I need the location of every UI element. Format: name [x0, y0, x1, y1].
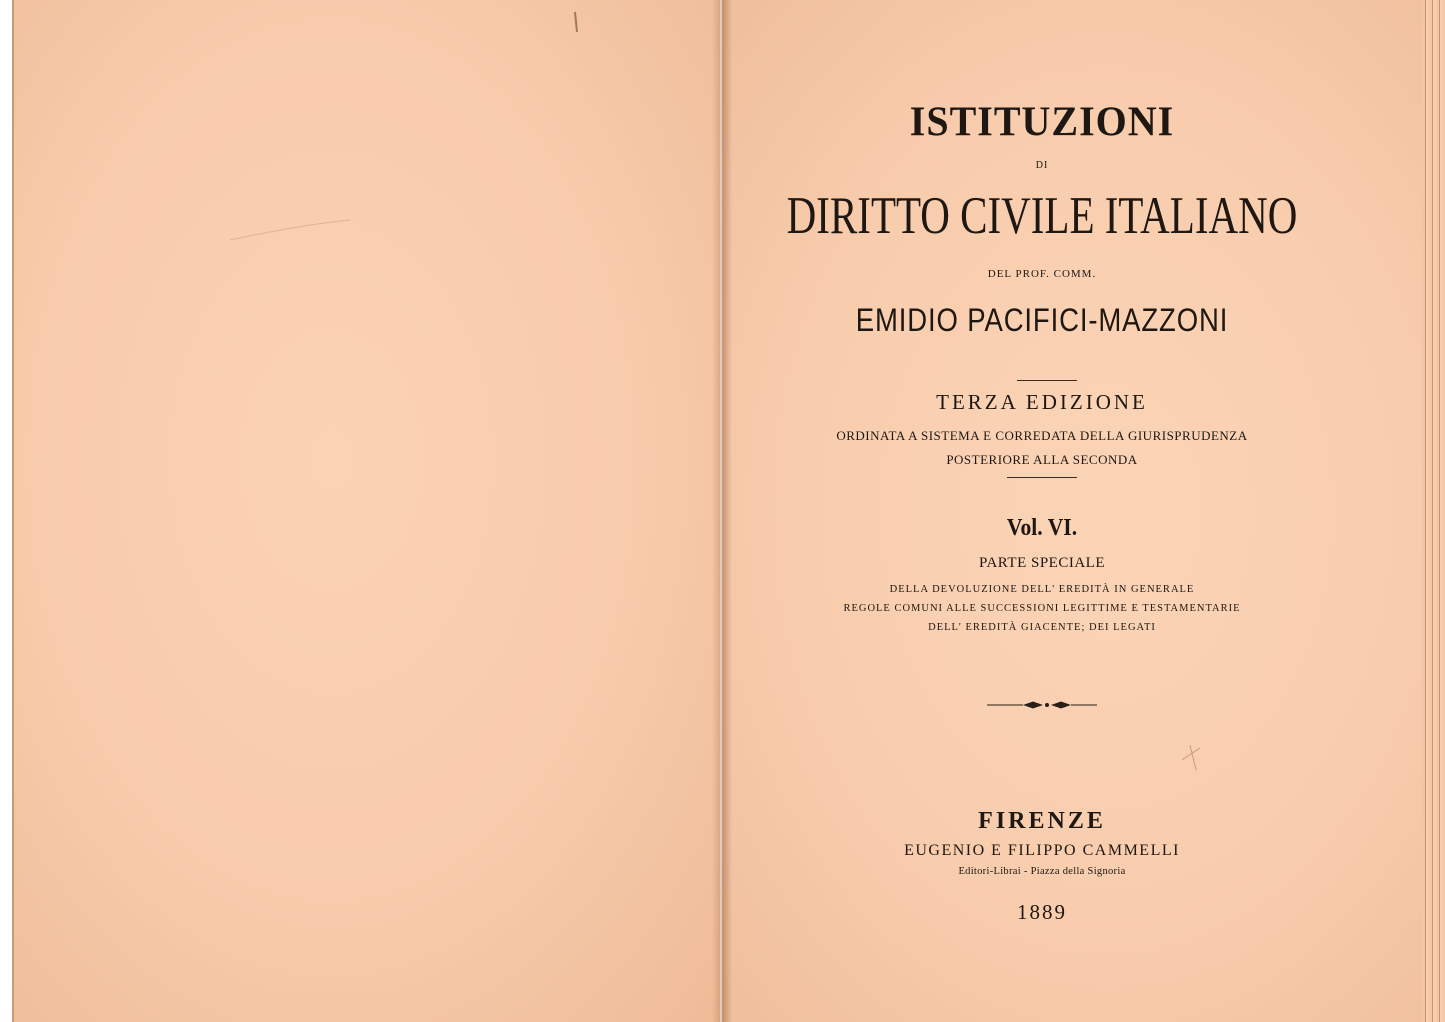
title-connector: DI [1035, 160, 1049, 171]
edition: TERZA EDIZIONE [936, 390, 1148, 414]
contents-line: REGOLE COMUNI ALLE SUCCESSIONI LEGITTIME E TESTAMENTARIE [843, 603, 1241, 614]
part-title: PARTE SPECIALE [979, 555, 1105, 571]
divider-rule [1007, 477, 1077, 478]
contents-line: DELL' EREDITÀ GIACENTE; DEI LEGATI [928, 622, 1156, 633]
publisher-address: Editori-Librai - Piazza della Signoria [958, 866, 1126, 877]
ornament-divider [987, 696, 1097, 714]
title-top: ISTITUZIONI [909, 97, 1175, 146]
title-page [722, 0, 1422, 1022]
edition-note-line1: ORDINATA A SISTEMA E CORREDATA DELLA GIURISPRUDENZA [836, 428, 1248, 443]
edition-note-line2: POSTERIORE ALLA SECONDA [946, 452, 1138, 467]
left-page [12, 0, 720, 1022]
title-main: DIRITTO CIVILE ITALIANO [786, 185, 1298, 245]
author-name: EMIDIO PACIFICI-MAZZONI [855, 302, 1229, 338]
page-edges [1422, 0, 1445, 1022]
publisher-name: EUGENIO E FILIPPO CAMMELLI [904, 842, 1180, 859]
divider-rule [1017, 380, 1077, 381]
publication-year: 1889 [1017, 900, 1067, 924]
contents-line: DELLA DEVOLUZIONE DELL' EREDITÀ IN GENERALE [889, 584, 1195, 595]
publication-city: FIRENZE [978, 808, 1106, 834]
show-through-text [214, 330, 634, 534]
volume-number: Vol. VI. [1006, 515, 1078, 541]
author-prefix: DEL PROF. COMM. [987, 268, 1097, 280]
scan-margin [0, 0, 12, 1022]
